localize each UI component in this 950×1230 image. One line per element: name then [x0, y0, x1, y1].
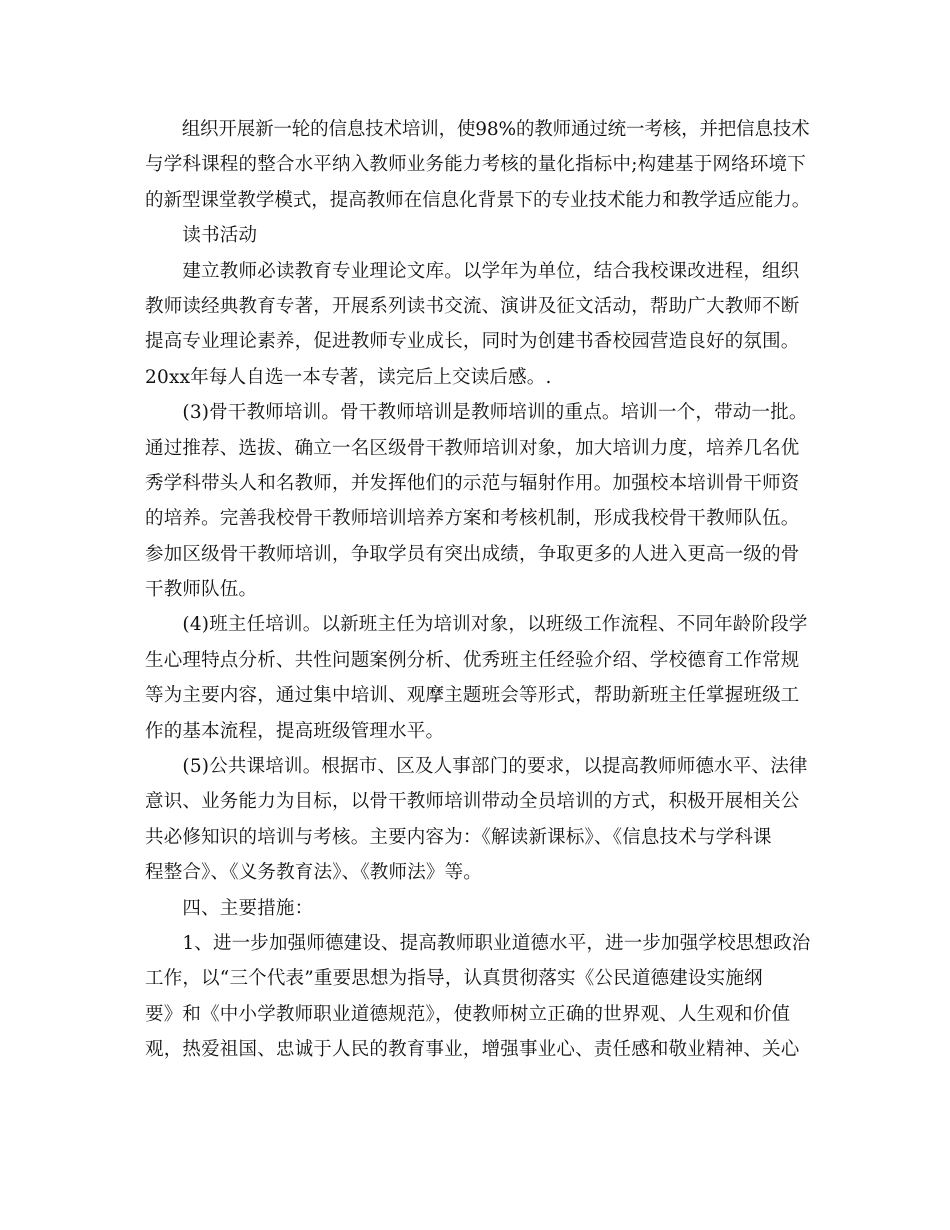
text-line: 教师读经典教育专著，开展系列读书交流、演讲及征文活动，帮助广大教师不断 [145, 295, 800, 317]
text-line: 观，热爱祖国、忠诚于人民的教育事业，增强事业心、责任感和敬业精神、关心 [145, 1039, 800, 1061]
text-line: 干教师队伍。 [145, 579, 258, 601]
document-body [145, 112, 810, 1068]
text-line: 等为主要内容，通过集中培训、观摩主题班会等形式，帮助新班主任掌握班级工 [145, 685, 800, 707]
text-line: 秀学科带头人和名教师，并发挥他们的示范与辐射作用。加强校本培训骨干师资 [145, 472, 800, 494]
text-line: 20xx年每人自选一本专著，读完后上交读后感。. [145, 366, 552, 388]
text-line: (4)班主任培训。以新班主任为培训对象，以班级工作流程、不同年龄阶段学 [145, 614, 808, 636]
text-line: 与学科课程的整合水平纳入教师业务能力考核的量化指标中;构建基于网络环境下 [145, 154, 806, 176]
text-line: 读书活动 [145, 225, 258, 247]
text-line: 通过推荐、选拔、确立一名区级骨干教师培训对象，加大培训力度，培养几名优 [145, 437, 800, 459]
text-line: 工作，以“三个代表”重要思想为指导，认真贯彻落实《公民道德建设实施纲 [145, 968, 763, 990]
text-line: 程整合》、《义务教育法》、《教师法》等。 [145, 862, 483, 884]
text-line: 意识、业务能力为目标，以骨干教师培训带动全员培训的方式，积极开展相关公 [145, 791, 800, 813]
text-line: 的新型课堂教学模式，提高教师在信息化背景下的专业技术能力和教学适应能力。 [145, 189, 811, 211]
text-line: (3)骨干教师培训。骨干教师培训是教师培训的重点。培训一个，带动一批。 [145, 402, 808, 424]
text-line: (5)公共课培训。根据市、区及人事部门的要求，以提高教师师德水平、法律 [145, 756, 808, 778]
text-line: 组织开展新一轮的信息技术培训，使98%的教师通过统一考核，并把信息技术 [145, 119, 810, 140]
text-line: 要》和《中小学教师职业道德规范》，使教师树立正确的世界观、人生观和价值 [145, 1003, 791, 1025]
text-line: 共必修知识的培训与考核。主要内容为：《解读新课标》、《信息技术与学科课 [145, 826, 772, 848]
text-line: 建立教师必读教育专业理论文库。以学年为单位，结合我校课改进程，组织 [145, 260, 800, 282]
text-line: 参加区级骨干教师培训，争取学员有突出成绩，争取更多的人进入更高一级的骨 [145, 543, 800, 565]
text-line: 的培养。完善我校骨干教师培训培养方案和考核机制，形成我校骨干教师队伍。 [145, 508, 800, 530]
text-line: 1、进一步加强师德建设、提高教师职业道德水平，进一步加强学校思想政治 [145, 932, 811, 954]
text-line: 作的基本流程，提高班级管理水平。 [145, 720, 445, 742]
text-line: 生心理特点分析、共性问题案例分析、优秀班主任经验介绍、学校德育工作常规 [145, 649, 800, 671]
text-line: 提高专业理论素养，促进教师专业成长，同时为创建书香校园营造良好的氛围。 [145, 331, 800, 353]
text-line: 四、主要措施： [145, 897, 314, 919]
